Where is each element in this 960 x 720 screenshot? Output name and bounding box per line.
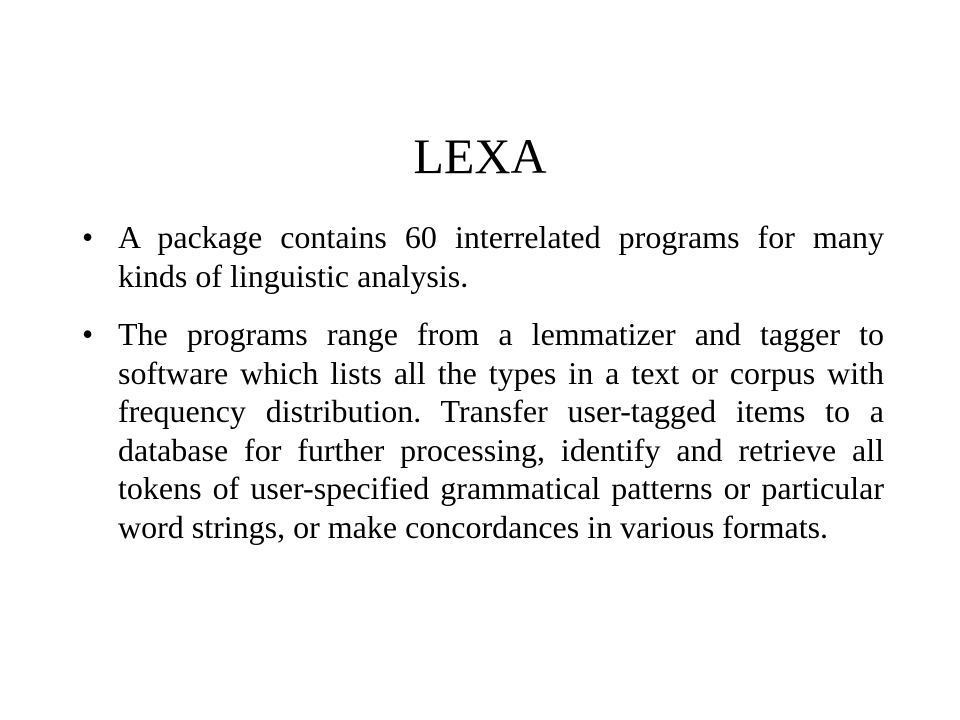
- bullet-text: The programs range from a lemmatizer and tagger to software which lists all the types in a text or corpus with frequency distribution. Transfer user-tagged items to a database for further processing, identify and retrieve all tokens of user-specified grammatical patterns or particular word strings, or make concordances in various formats.: [118, 316, 884, 545]
- bullet-text: A package contains 60 interrelated programs for many kinds of linguistic analysis.: [118, 219, 884, 294]
- bullet-marker: •: [82, 316, 94, 352]
- slide-title: LEXA: [413, 127, 547, 184]
- bullet-item-2: [72, 315, 884, 546]
- bullet-item-1: [72, 218, 884, 295]
- bullet-marker: •: [82, 219, 94, 255]
- bullet-list: [72, 218, 884, 566]
